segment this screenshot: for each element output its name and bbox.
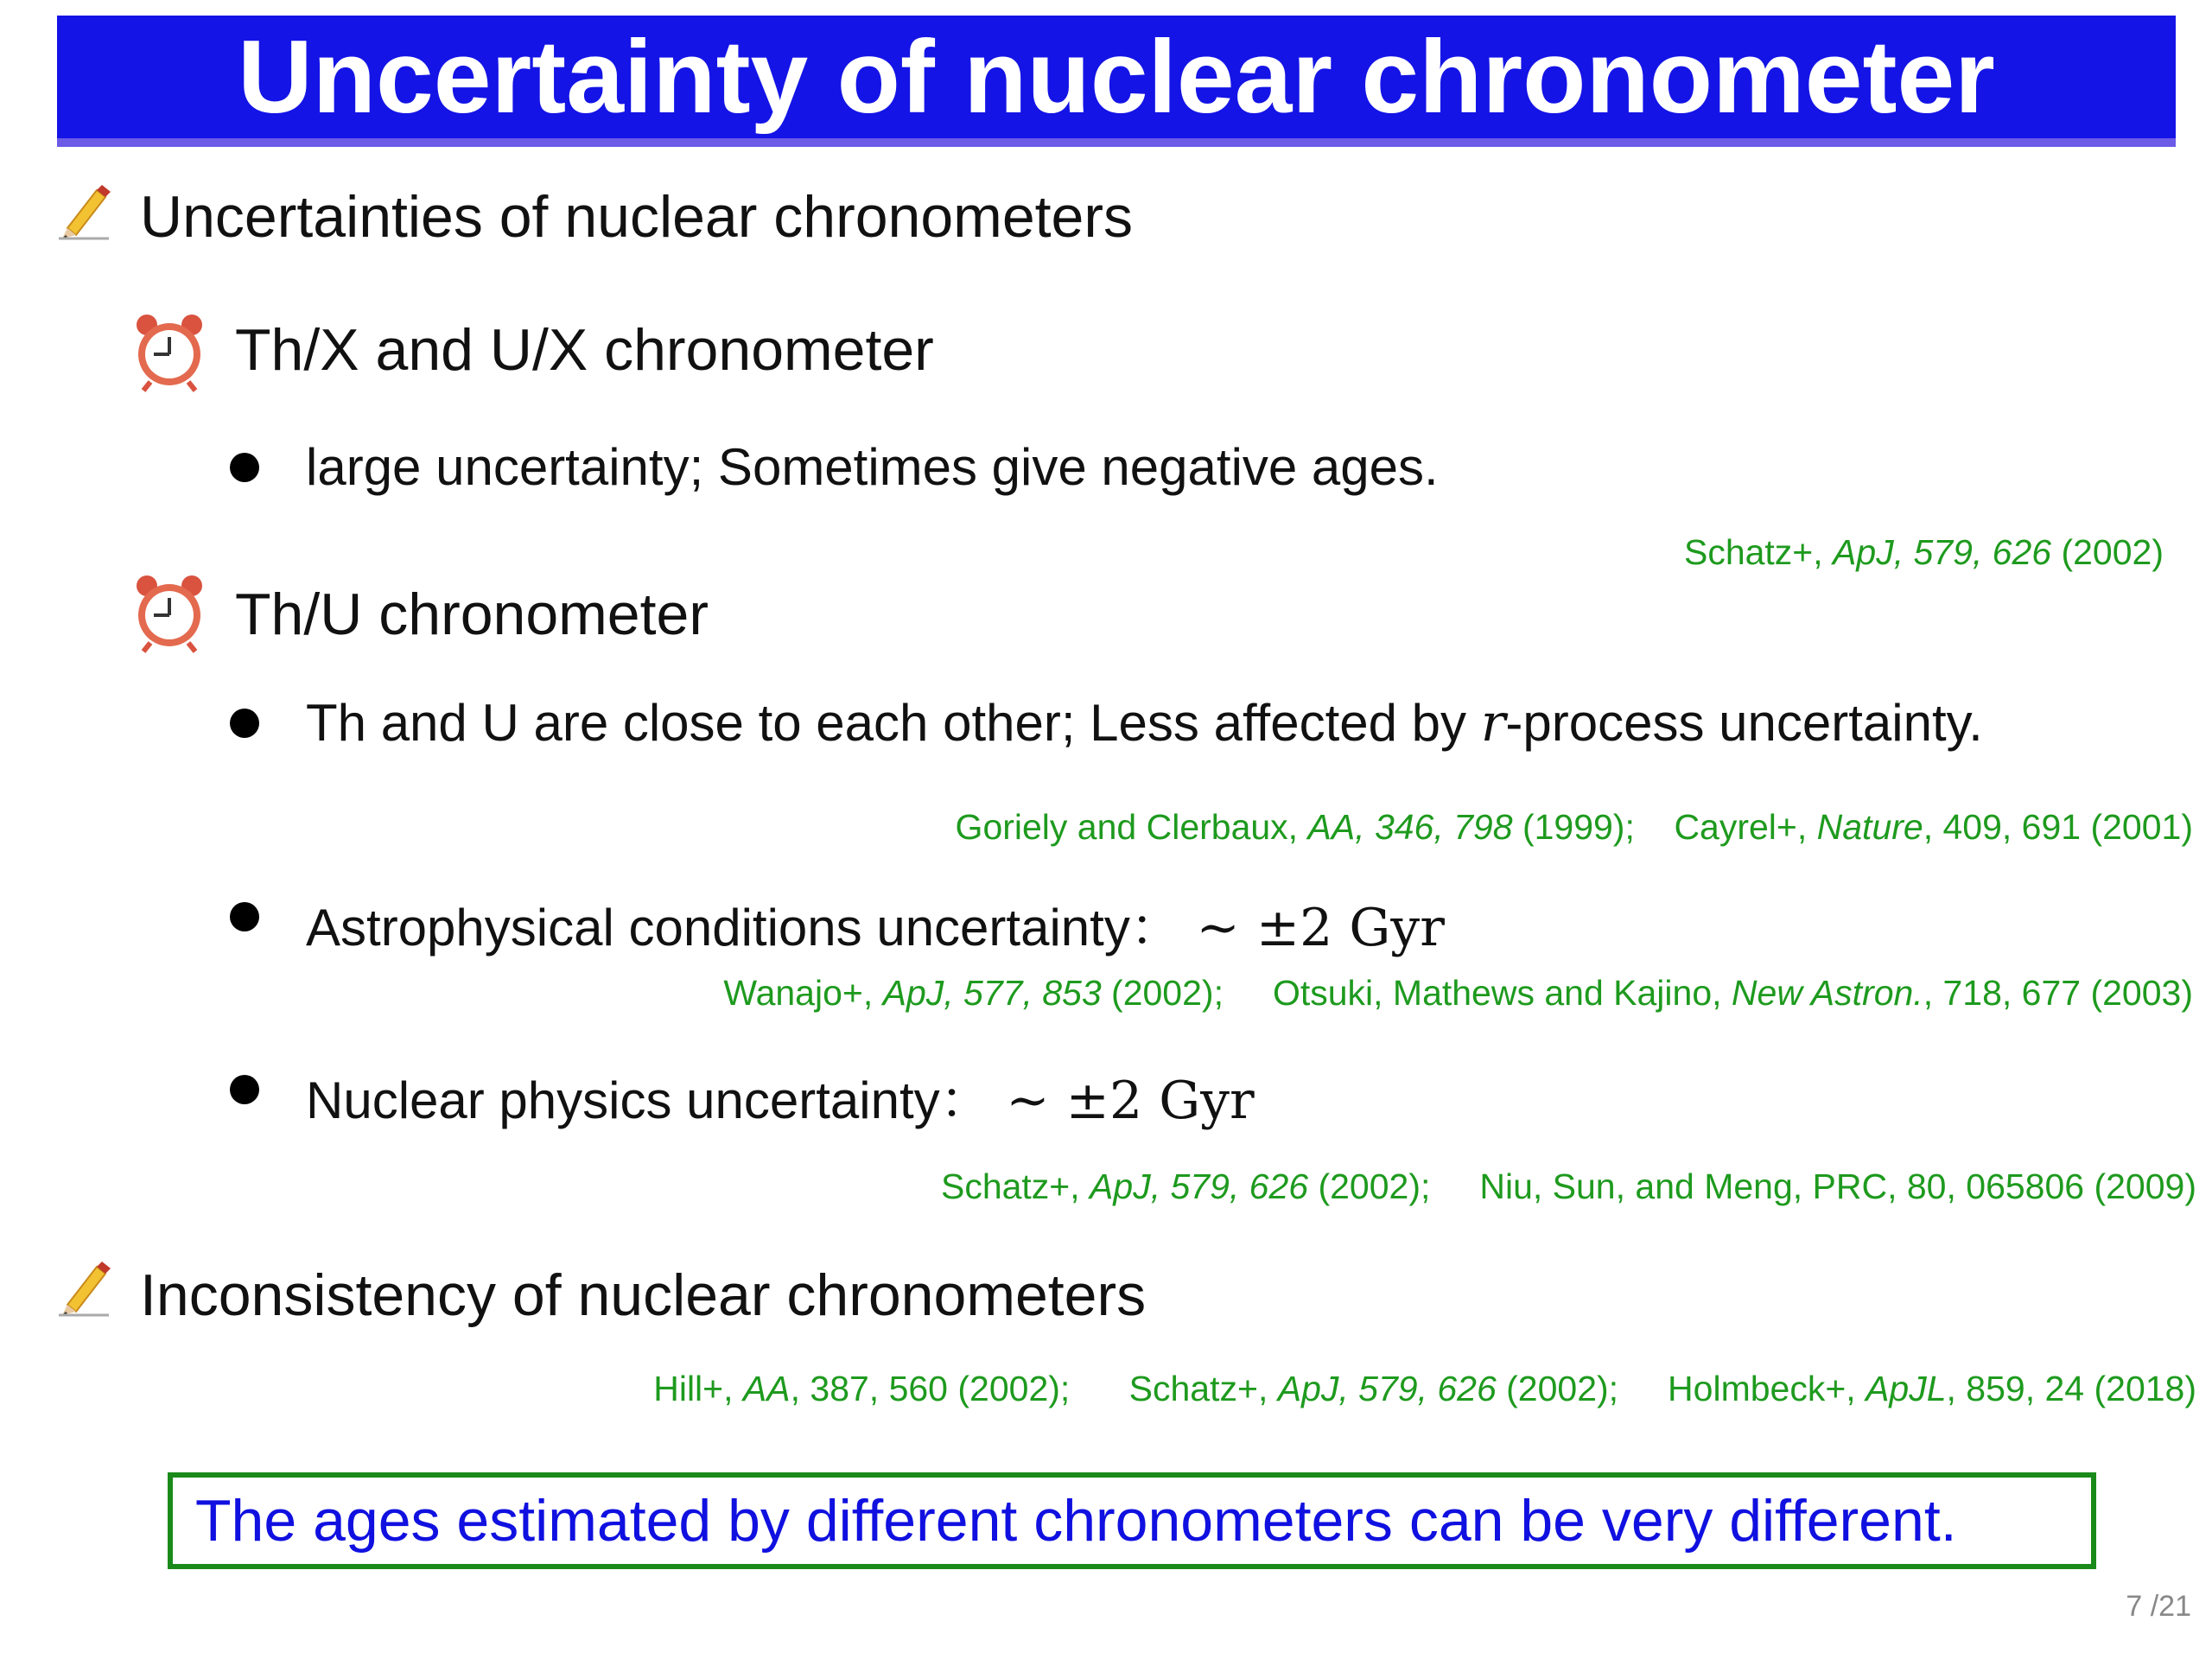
alarm-clock-icon [130,309,209,392]
pencil-icon [55,1260,112,1317]
reference: Schatz+, ApJ, 579, 626 (2002) [1683,532,2164,572]
reference: Goriely and Clerbaux, AA, 346, 798 (1999); Cayrel+, Nature, 409, 691 (2001) [955,807,2193,847]
bullet-dot-icon [230,1075,259,1104]
conclusion-box [168,1472,2096,1569]
title-bar [57,16,2176,138]
bullet-dot-icon [230,453,259,482]
section-heading: Inconsistency of nuclear chronometers [140,1262,1147,1328]
bullet-dot-icon [230,902,259,931]
bullet-text: Th and U are close to each other; Less affected by r-process uncertainty. [306,693,1983,753]
reference: Schatz+, ApJ, 579, 626 (2002); Niu, Sun, and Meng, PRC, 80, 065806 (2009) [940,1166,2196,1206]
bullet-dot-icon [230,709,259,738]
bullet-text: large uncertainty; Sometimes give negative ages. [306,438,1439,496]
page-number: 7 /21 [2126,1590,2191,1623]
alarm-clock-icon [130,570,209,653]
page-title: Uncertainty of nuclear chronometer [238,19,1995,135]
section-heading: Uncertainties of nuclear chronometers [140,184,1133,250]
reference: Wanajo+, ApJ, 577, 853 (2002); Otsuki, Mathews and Kajino, New Astron., 718, 677 (2003) [723,973,2193,1013]
pencil-icon [55,183,112,240]
conclusion-text: The ages estimated by different chronometers can be very different. [195,1488,1957,1554]
subsection-heading: Th/X and U/X chronometer [235,317,934,383]
bullet-text: Astrophysical conditions uncertainty： ~ ±2 Gyr [306,898,1445,958]
reference: Hill+, AA, 387, 560 (2002); Schatz+, ApJ, 579, 626 (2002); Holmbeck+, ApJL, 859, 24 (2018) [653,1369,2196,1408]
bullet-text: Nuclear physics uncertainty： ~ ±2 Gyr [306,1071,1255,1131]
subsection-heading: Th/U chronometer [235,582,709,647]
